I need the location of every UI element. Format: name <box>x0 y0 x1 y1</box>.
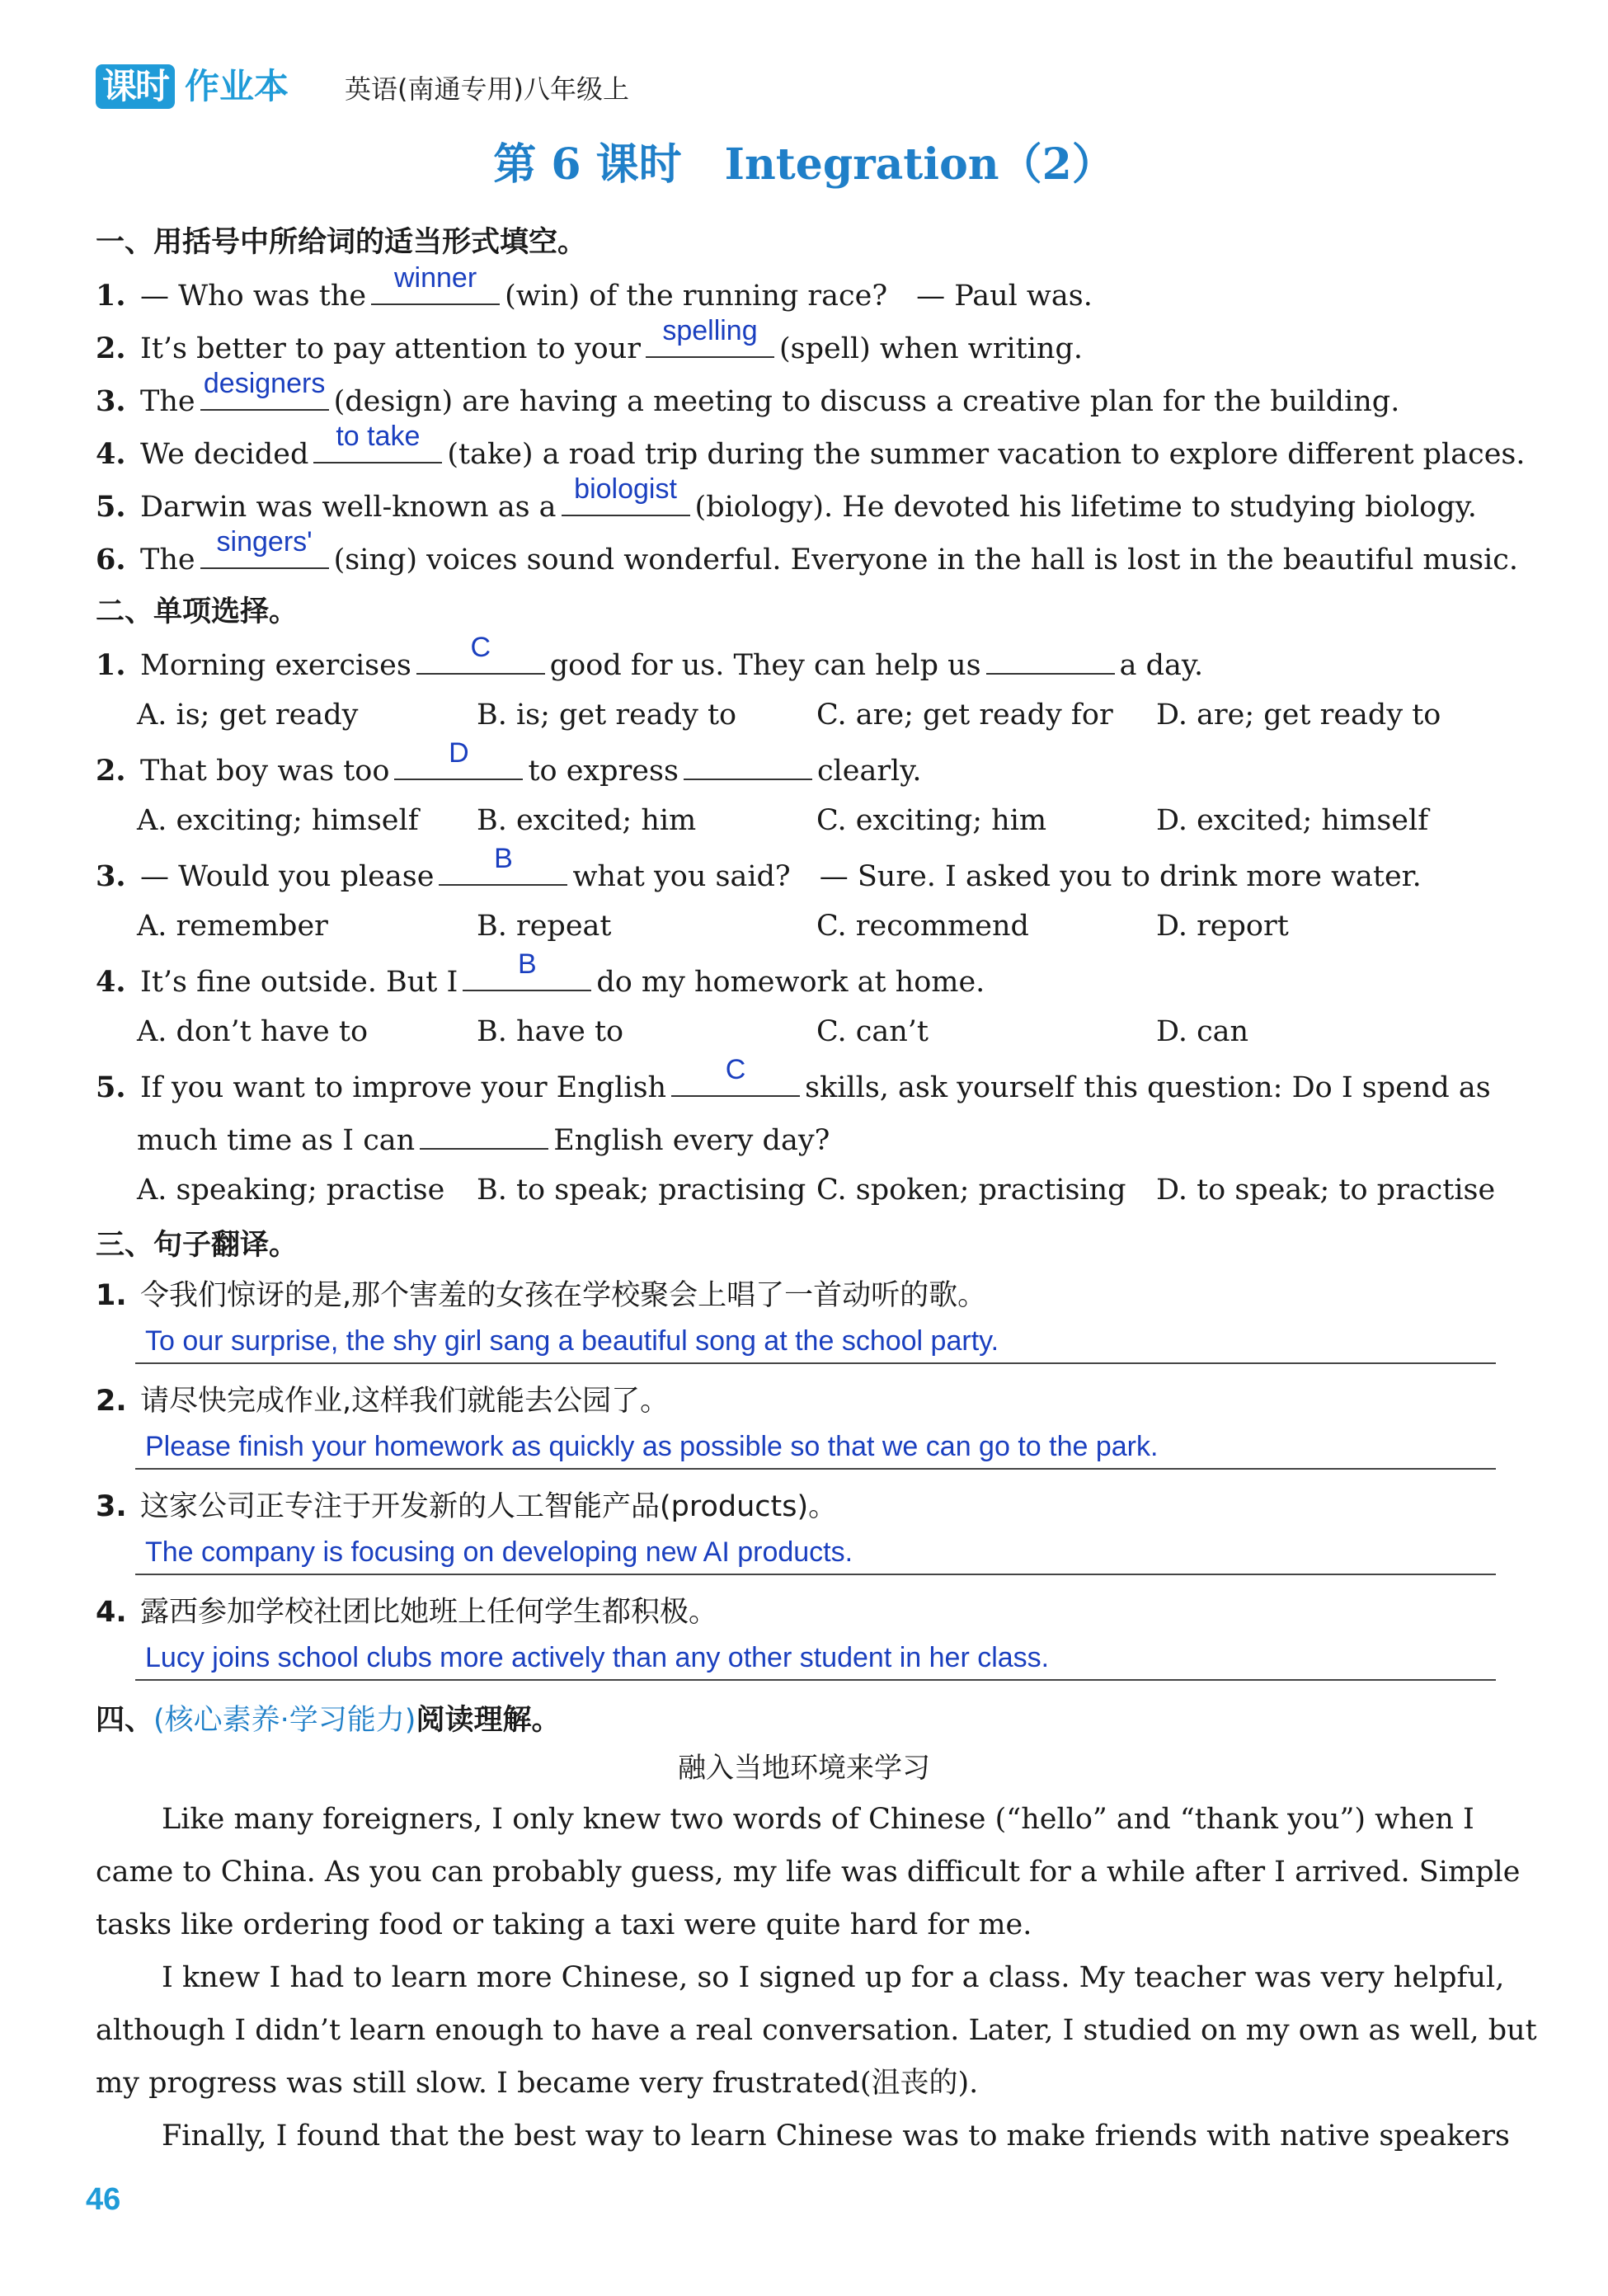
option-d[interactable]: D. report <box>1156 910 1289 943</box>
empty-blank[interactable] <box>684 747 812 780</box>
answer-blank[interactable] <box>671 1054 800 1097</box>
answer-line <box>135 1362 1496 1364</box>
answer-text: C <box>725 1054 746 1085</box>
answer-blank[interactable] <box>313 421 442 463</box>
item-text: (win) of the running race? — Paul was. <box>505 280 1093 313</box>
s1-item-6 <box>96 526 1519 581</box>
answer-text: B <box>517 948 537 980</box>
item-text: (biology). He devoted his lifetime to studying biology. <box>694 491 1477 524</box>
answer-line <box>135 1679 1496 1681</box>
answer-blank[interactable] <box>562 473 690 516</box>
answer-blank[interactable] <box>371 262 500 305</box>
question-text: what you said? — Sure. I asked you to drink more water. <box>572 860 1422 893</box>
option-d[interactable]: D. are; get ready to <box>1156 699 1441 732</box>
empty-blank[interactable] <box>420 1117 548 1150</box>
option-d[interactable]: D. excited; himself <box>1156 804 1429 837</box>
item-number: 1. <box>96 279 126 313</box>
s1-item-3 <box>96 368 1400 422</box>
item-text: The <box>140 543 195 576</box>
question-text: a day. <box>1119 649 1204 682</box>
passage-paragraph-2 <box>96 1951 1537 2110</box>
item-number: 5. <box>96 1070 126 1104</box>
answer-text: singers' <box>216 526 313 558</box>
answer-text: designers <box>203 368 326 399</box>
book-subtitle: 英语(南通专用)八年级上 <box>345 73 629 105</box>
s3-item-2 <box>96 1381 669 1422</box>
item-number: 1. <box>96 1279 127 1312</box>
option-b[interactable]: B. excited; him <box>477 804 697 837</box>
empty-blank[interactable] <box>986 642 1115 675</box>
section2-heading: 二、单项选择。 <box>96 595 299 628</box>
answer-text: B <box>494 843 513 874</box>
answer-blank[interactable] <box>200 368 329 411</box>
item-number: 4. <box>96 1596 127 1629</box>
option-a[interactable]: A. speaking; practise <box>137 1174 445 1207</box>
item-text: The <box>140 385 195 418</box>
passage-line: I knew I had to learn more Chinese, so I signed up for a class. My teacher was very helpful, <box>162 1961 1505 1994</box>
question-text: It’s fine outside. But I <box>140 966 458 999</box>
answer-text: C <box>470 632 491 663</box>
option-b[interactable]: B. have to <box>477 1015 624 1048</box>
question-text: English every day? <box>553 1124 830 1157</box>
item-text: (spell) when writing. <box>778 332 1083 365</box>
heading-prefix: 四、 <box>96 1704 154 1737</box>
question-text: — Would you please <box>140 860 435 893</box>
option-a[interactable]: A. exciting; himself <box>137 804 419 837</box>
option-a[interactable]: A. don’t have to <box>137 1015 369 1048</box>
item-number: 3. <box>96 859 126 893</box>
answer-text: winner <box>393 262 477 294</box>
item-text: Darwin was well-known as a <box>140 491 557 524</box>
option-b[interactable]: B. is; get ready to <box>477 699 737 732</box>
s2-question-2 <box>96 737 922 792</box>
question-text: good for us. They can help us <box>549 649 981 682</box>
item-number: 4. <box>96 965 126 999</box>
option-b[interactable]: B. repeat <box>477 910 612 943</box>
passage-line: tasks like ordering food or taking a taxi were quite hard for me. <box>96 1908 1032 1941</box>
passage-line: Finally, I found that the best way to learn Chinese was to make friends with native speakers <box>162 2120 1510 2152</box>
question-text: do my homework at home. <box>596 966 985 999</box>
question-text: That boy was too <box>140 755 390 788</box>
item-number: 2. <box>96 332 126 365</box>
question-text: Morning exercises <box>140 649 411 682</box>
page-title: 第 6 课时 Integration（2） <box>493 139 1115 190</box>
s2-question-5-line2 <box>137 1117 830 1161</box>
s3-item-3 <box>96 1486 837 1527</box>
option-a[interactable]: A. is; get ready <box>137 699 359 732</box>
passage-line: came to China. As you can probably guess, my life was difficult for a while after I arrived. Simple <box>96 1856 1521 1889</box>
translation-prompt: 令我们惊讶的是,那个害羞的女孩在学校聚会上唱了一首动听的歌。 <box>140 1279 987 1312</box>
item-number: 4. <box>96 437 126 471</box>
passage-title: 融入当地环境来学习 <box>678 1752 930 1785</box>
s1-item-1 <box>96 262 1093 317</box>
option-c[interactable]: C. recommend <box>816 910 1029 943</box>
s2-question-5 <box>96 1054 1491 1108</box>
answer-blank[interactable] <box>394 737 523 780</box>
passage-paragraph-1 <box>96 1793 1521 1951</box>
answer-text: spelling <box>662 315 758 346</box>
answer-text: D <box>449 737 469 769</box>
item-text: (design) are having a meeting to discuss a creative plan for the building. <box>333 385 1400 418</box>
answer-blank[interactable] <box>200 526 329 569</box>
s3-item-4 <box>96 1592 717 1633</box>
brand-name: 作业本 <box>185 66 289 106</box>
item-text: It’s better to pay attention to your <box>140 332 641 365</box>
brand-logo: 课时 <box>96 64 175 109</box>
question-text: clearly. <box>816 755 922 788</box>
option-c[interactable]: C. spoken; practising <box>816 1174 1126 1207</box>
item-text: (sing) voices sound wonderful. Everyone in the hall is lost in the beautiful music. <box>333 543 1519 576</box>
option-c[interactable]: C. are; get ready for <box>816 699 1113 732</box>
option-a[interactable]: A. remember <box>137 910 328 943</box>
item-number: 2. <box>96 1385 127 1418</box>
translation-prompt: 请尽快完成作业,这样我们就能去公园了。 <box>140 1385 670 1418</box>
answer-blank[interactable] <box>439 843 567 886</box>
option-d[interactable]: D. to speak; to practise <box>1156 1174 1496 1207</box>
question-text: to express <box>528 755 679 788</box>
section4-heading <box>96 1697 560 1738</box>
passage-line: although I didn’t learn enough to have a real conversation. Later, I studied on my own as well, but <box>96 2014 1537 2047</box>
question-text: skills, ask yourself this question: Do I spend as <box>805 1071 1491 1104</box>
answer-blank[interactable] <box>416 632 545 675</box>
option-c[interactable]: C. can’t <box>816 1015 929 1048</box>
item-number: 3. <box>96 1490 127 1523</box>
option-d[interactable]: D. can <box>1156 1015 1249 1048</box>
item-number: 2. <box>96 754 126 788</box>
translation-prompt: 这家公司正专注于开发新的人工智能产品(products)。 <box>140 1490 838 1523</box>
section1-heading: 一、用括号中所给词的适当形式填空。 <box>96 226 587 259</box>
s1-item-4 <box>96 421 1526 475</box>
heading-suffix: 阅读理解。 <box>416 1704 561 1737</box>
question-text: If you want to improve your English <box>140 1071 667 1104</box>
s2-question-4 <box>96 948 985 1003</box>
answer-text: biologist <box>574 473 677 505</box>
item-number: 5. <box>96 490 126 524</box>
item-number: 6. <box>96 543 126 576</box>
option-c[interactable]: C. exciting; him <box>816 804 1047 837</box>
passage-line: Like many foreigners, I only knew two words of Chinese (“hello” and “thank you”) when I <box>162 1803 1474 1836</box>
item-text: — Who was the <box>140 280 367 313</box>
option-b[interactable]: B. to speak; practising <box>477 1174 806 1207</box>
s3-item-1 <box>96 1275 986 1316</box>
passage-line: my progress was still slow. I became very frustrated(沮丧的). <box>96 2067 979 2100</box>
s2-question-3 <box>96 843 1422 897</box>
item-number: 3. <box>96 384 126 418</box>
answer-blank[interactable] <box>463 948 591 991</box>
section3-heading: 三、句子翻译。 <box>96 1229 299 1262</box>
translation-prompt: 露西参加学校社团比她班上任何学生都积极。 <box>140 1596 718 1629</box>
translation-answer[interactable]: Please finish your homework as quickly as possible so that we can go to the park. <box>145 1431 1159 1462</box>
question-text: much time as I can <box>137 1124 416 1157</box>
answer-blank[interactable] <box>646 315 774 358</box>
page-number: 46 <box>86 2182 121 2217</box>
translation-answer[interactable]: Lucy joins school clubs more actively than any other student in her class. <box>145 1642 1050 1673</box>
translation-answer[interactable]: To our surprise, the shy girl sang a beautiful song at the school party. <box>145 1325 999 1357</box>
core-literacy-tag: (核心素养·学习能力) <box>153 1704 416 1737</box>
answer-line <box>135 1574 1496 1575</box>
item-text: We decided <box>140 438 309 471</box>
answer-line <box>135 1468 1496 1470</box>
answer-text: to take <box>336 421 421 452</box>
passage-paragraph-3 <box>96 2110 1510 2162</box>
item-number: 1. <box>96 648 126 682</box>
translation-answer[interactable]: The company is focusing on developing new AI products. <box>145 1536 853 1568</box>
item-text: (take) a road trip during the summer vacation to explore different places. <box>447 438 1526 471</box>
s2-question-1 <box>96 632 1204 686</box>
